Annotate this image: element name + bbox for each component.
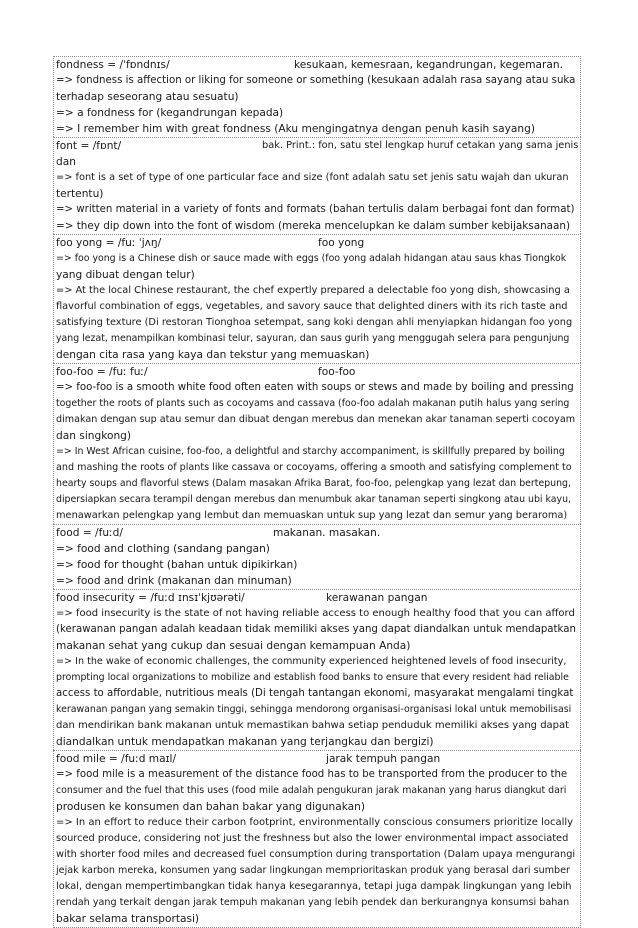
entry-foo-yong (53, 234, 581, 363)
entry-headword: food insecurity = /fuːd ɪnsɪˈkjʊərəti/ (56, 592, 245, 604)
entry-line: => fondness is affection or liking for someone or something (kesukaan adalah rasa sayang atau suka (56, 75, 576, 86)
entry-line: sourced produce, considering not just the freshness but also the lower environmental impact associated (56, 833, 569, 844)
entry-line: => food for thought (bahan untuk dipikirkan) (56, 559, 298, 571)
entry-line: makanan sehat yang cukup dan sesuai dengan kemampuan Anda) (56, 640, 411, 652)
entry-line: prompting local organizations to mobilize and establish food banks to ensure that every resident had reliable (56, 672, 569, 683)
entry-headword: font = /fɒnt/ (56, 140, 122, 152)
entry-line: access to affordable, nutritious meals (Di tengah tantangan ekonomi, masyarakat mengalami tingkat (56, 688, 574, 699)
entry-translation: makanan. masakan. (273, 527, 381, 539)
entry-line: => foo yong is a Chinese dish or sauce made with eggs (foo yong adalah hidangan atau saus khas Tiongkok (56, 253, 567, 264)
entry-line: => they dip down into the font of wisdom (mereka mencelupkan ke dalam sumber kebijaksanaan) (56, 220, 571, 232)
entry-food-mile (53, 750, 581, 928)
entry-line: => In West African cuisine, foo-foo, a delightful and starchy accompaniment, is skillfully prepared by boiling (56, 446, 565, 457)
entry-translation: jarak tempuh pangan (326, 753, 441, 765)
entry-translation: foo-foo (318, 366, 356, 378)
entry-translation: foo yong (318, 237, 365, 249)
entry-header (54, 138, 580, 154)
entry-line: satisfying texture (Di restoran Tionghoa setempat, sang koki dengan ahli menyiapkan hidangan foo yong (56, 317, 573, 328)
entry-header (54, 590, 580, 606)
entry-line: lokal, dengan mempertimbangkan tidak hanya kesegarannya, tetapi juga dampak lingkungan yang lebih (56, 881, 572, 892)
entry-line: => At the local Chinese restaurant, the chef expertly prepared a delectable foo yong dish, showcasing a (56, 285, 570, 296)
entry-line: => foo-foo is a smooth white food often eaten with soups or stews and made by boiling and pressing (56, 382, 574, 393)
entry-line: menawarkan pelengkap yang lembut dan memuaskan untuk sup yang lezat dan semur yang beraroma) (56, 510, 568, 521)
entry-foo-foo (53, 363, 581, 524)
entry-line: produsen ke konsumen dan bahan bakar yang digunakan) (56, 801, 365, 813)
entry-fondness (53, 56, 581, 137)
entry-font (53, 137, 581, 234)
entry-line: diandalkan untuk mendapatkan makanan yang terjangkau dan bergizi) (56, 736, 434, 748)
entry-headword: fondness = /ˈfɒndnɪs/ (56, 59, 170, 71)
entry-line: terhadap seseorang atau sesuatu) (56, 91, 239, 103)
entry-line: with shorter food miles and decreased fuel consumption during transportation (Dalam upaya mengurangi (56, 849, 576, 860)
entry-line: rendah yang terkait dengan jarak tempuh makanan yang lebih pendek dan berkurangnya konsumsi bahan (56, 897, 570, 908)
entry-line: => I remember him with great fondness (Aku mengingatnya dengan penuh kasih sayang) (56, 123, 535, 135)
entry-header (54, 235, 580, 251)
entry-line: => written material in a variety of fonts and formats (bahan tertulis dalam berbagai font dan format) (56, 204, 575, 215)
entry-line: => food and drink (makanan dan minuman) (56, 575, 292, 587)
entry-food (53, 524, 581, 589)
entry-translation: bak. Print.: fon, satu stel lengkap huruf cetakan yang sama jenis (262, 140, 579, 151)
entry-header (54, 57, 580, 73)
entry-line: consumer and the fuel that this uses (food mile adalah pengukuran jarak makanan yang harus diangkut dari (56, 785, 567, 796)
entry-line: => food mile is a measurement of the distance food has to be transported from the producer to the (56, 769, 568, 780)
entry-line: dan mendirikan bank makanan untuk memastikan bahwa setiap penduduk memiliki akses yang dapat (56, 720, 570, 731)
entry-line: kerawanan pangan yang semakin tinggi, sehingga mendorong organisasi-organisasi lokal untuk memobilisasi (56, 704, 572, 715)
entry-line: yang lezat, menampilkan kombinasi telur, sayuran, dan saus gurih yang menggugah selera para pengunjung (56, 333, 570, 344)
entry-line: jejak karbon mereka, konsumen yang sadar lingkungan memprioritaskan produk yang berasal dari sumber (56, 865, 570, 876)
entry-header (54, 525, 580, 541)
entry-line: flavorful combination of eggs, vegetables, and savory sauce that delighted diners with its rich taste and (56, 301, 568, 312)
entry-line: (kerawanan pangan adalah keadaan tidak memiliki akses yang dapat diandalkan untuk mendapatkan (56, 624, 576, 635)
dictionary-page (53, 56, 581, 928)
entry-line: dan (56, 156, 76, 168)
entry-line: bakar selama transportasi) (56, 913, 200, 925)
entry-headword: foo yong = /fuː ˈjʌŋ/ (56, 237, 162, 249)
entry-line: => In the wake of economic challenges, the community experienced heightened levels of food insecurity, (56, 656, 567, 667)
entry-line: and mashing the roots of plants like cassava or cocoyams, offering a smooth and satisfying complement to (56, 462, 572, 473)
entry-headword: foo-foo = /fuː fuː/ (56, 366, 148, 378)
entry-line: => food insecurity is the state of not having reliable access to enough healthy food that you can afford (56, 608, 575, 619)
entry-line: dipersiapkan secara terampil dengan merebus dan menumbuk akar tanaman seperti singkong atau ubi kayu, (56, 494, 571, 505)
entry-line: dan singkong) (56, 430, 132, 442)
entry-line: dimakan dengan sup atau semur dan dibuat dengan merebus dan menekan akar tanaman seperti cocoyam (56, 414, 576, 425)
entry-header (54, 364, 580, 380)
entry-food-insecurity (53, 589, 581, 750)
entry-line: => food and clothing (sandang pangan) (56, 543, 270, 555)
entry-header (54, 751, 580, 767)
entry-translation: kesukaan, kemesraan, kegandrungan, kegemaran. (294, 59, 563, 71)
entry-line: => a fondness for (kegandrungan kepada) (56, 107, 284, 119)
entry-translation: kerawanan pangan (326, 592, 428, 604)
entry-line: => font is a set of type of one particular face and size (font adalah satu set jenis satu wajah dan ukuran (56, 172, 569, 183)
entry-line: hearty soups and flavorful stews (Dalam masakan Afrika Barat, foo-foo, pelengkap yang lezat dan bertepung, (56, 478, 571, 489)
entry-line: yang dibuat dengan telur) (56, 269, 195, 281)
entry-headword: food = /fuːd/ (56, 527, 123, 539)
entry-line: => In an effort to reduce their carbon footprint, environmentally conscious consumers prioritize locally (56, 817, 574, 828)
entry-line: tertentu) (56, 188, 104, 200)
entry-line: together the roots of plants such as cocoyams and cassava (foo-foo adalah makanan putih halus yang sering (56, 398, 570, 409)
entry-headword: food mile = /fuːd maɪl/ (56, 753, 177, 765)
entry-line: dengan cita rasa yang kaya dan tekstur yang memuaskan) (56, 349, 370, 361)
